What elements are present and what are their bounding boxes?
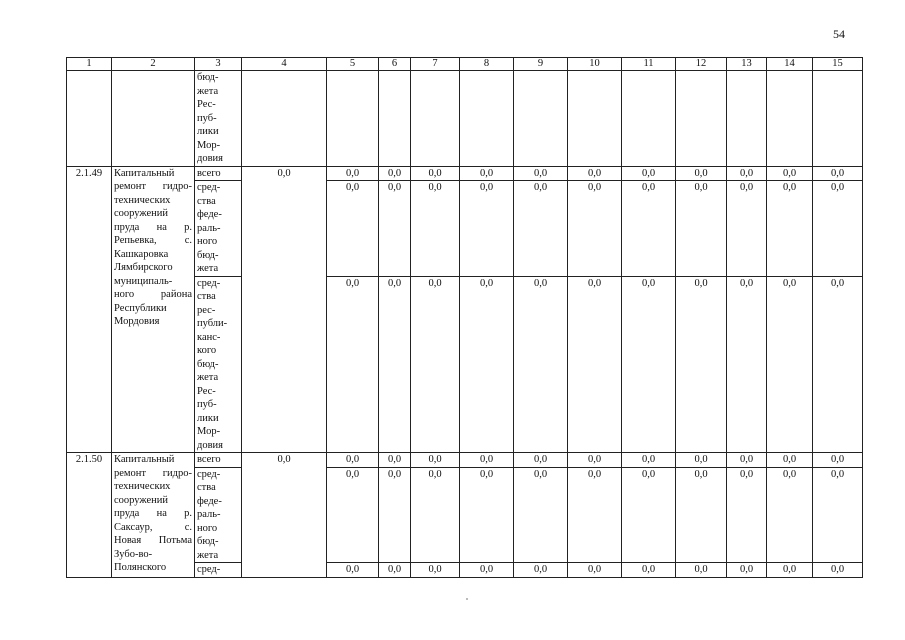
amount-cell: 0,0 <box>813 276 863 453</box>
funding-source-cell <box>195 453 242 468</box>
amount-cell: 0,0 <box>327 166 379 181</box>
amount-cell: 0,0 <box>676 453 727 468</box>
column-header: 12 <box>676 58 727 71</box>
amount-cell: 0,0 <box>411 166 460 181</box>
amount-cell: 0,0 <box>727 166 767 181</box>
amount-cell: 0,0 <box>767 181 813 277</box>
funding-source-text: лики <box>197 412 219 424</box>
amount-cell: 0,0 <box>568 563 622 578</box>
cell-empty <box>568 71 622 167</box>
cell-empty <box>813 71 863 167</box>
funding-source-text: Мор- <box>197 426 221 437</box>
amount-cell: 0,0 <box>767 453 813 468</box>
amount-cell: 0,0 <box>411 181 460 277</box>
continuation-row <box>67 71 863 167</box>
column-header: 8 <box>460 58 514 71</box>
amount-cell: 0,0 <box>813 467 863 563</box>
amount-cell: 0,0 <box>460 166 514 181</box>
amount-cell: 0,0 <box>676 467 727 563</box>
funding-source-text: довия <box>197 153 223 164</box>
funding-source-text: феде- <box>197 209 222 220</box>
funding-source-text: пуб- <box>197 399 217 410</box>
column-header: 14 <box>767 58 813 71</box>
funding-source-text: Мор- <box>197 139 221 151</box>
funding-source-text: жета <box>197 85 219 97</box>
amount-cell: 0,0 <box>727 563 767 578</box>
amount-cell: 0,0 <box>813 453 863 468</box>
amount-cell: 0,0 <box>676 563 727 578</box>
amount-cell: 0,0 <box>514 166 568 181</box>
funding-source-cell <box>195 276 242 453</box>
amount-cell: 0,0 <box>460 453 514 468</box>
funding-source-text: Рес- <box>197 385 216 397</box>
funding-source-text: феде- <box>197 495 222 507</box>
amount-cell: 0,0 <box>813 166 863 181</box>
column-header: 3 <box>195 58 242 71</box>
amount-cell: 0,0 <box>379 276 411 453</box>
amount-cell: 0,0 <box>568 166 622 181</box>
funding-source-text: сред- <box>197 564 221 575</box>
amount-cell: 0,0 <box>568 453 622 468</box>
amount-cell: 0,0 <box>676 276 727 453</box>
amount-cell: 0,0 <box>411 563 460 578</box>
funding-source-text: жета <box>197 549 219 561</box>
amount-cell: 0,0 <box>460 467 514 563</box>
amount-cell: 0,0 <box>327 467 379 563</box>
cell-empty <box>622 71 676 167</box>
funding-source-text: бюд- <box>197 358 219 370</box>
amount-cell: 0,0 <box>460 276 514 453</box>
amount-cell: 0,0 <box>379 563 411 578</box>
amount-cell: 0,0 <box>379 166 411 181</box>
amount-cell: 0,0 <box>622 166 676 181</box>
amount-cell: 0,0 <box>767 563 813 578</box>
total-amount: 0,0 <box>242 166 327 453</box>
funding-source-text: бюд- <box>197 249 219 261</box>
funding-source-text: раль- <box>197 222 221 234</box>
amount-cell: 0,0 <box>568 467 622 563</box>
item-number: 2.1.50 <box>67 453 112 578</box>
funding-source-text: ства <box>197 482 216 493</box>
column-header: 4 <box>242 58 327 71</box>
column-header: 10 <box>568 58 622 71</box>
column-header: 9 <box>514 58 568 71</box>
funding-source-text: ного <box>197 236 218 247</box>
budget-row <box>67 166 863 181</box>
item-name-cell <box>112 453 195 578</box>
amount-cell: 0,0 <box>813 563 863 578</box>
amount-cell: 0,0 <box>327 276 379 453</box>
funding-source-text: всего <box>197 454 221 465</box>
cell-empty <box>460 71 514 167</box>
amount-cell: 0,0 <box>379 453 411 468</box>
funding-source-text: ства <box>197 291 216 302</box>
funding-source-text: пуб- <box>197 112 217 124</box>
funding-source-text: раль- <box>197 509 221 520</box>
page-number: 54 <box>833 27 845 41</box>
amount-cell: 0,0 <box>379 467 411 563</box>
funding-source-text: Рес- <box>197 99 216 110</box>
budget-row <box>67 453 863 468</box>
column-header: 7 <box>411 58 460 71</box>
amount-cell: 0,0 <box>622 276 676 453</box>
column-header: 1 <box>67 58 112 71</box>
amount-cell: 0,0 <box>514 467 568 563</box>
funding-source-text: публи- <box>197 318 228 329</box>
item-name: Капитальный ремонт гидро-технических сооружений пруда на р. Репьевка, с. Кашкаровка Лямбирского муниципаль-ного района Республики Мордовия <box>114 167 192 327</box>
column-header: 13 <box>727 58 767 71</box>
amount-cell: 0,0 <box>622 453 676 468</box>
amount-cell: 0,0 <box>411 276 460 453</box>
amount-cell: 0,0 <box>622 467 676 563</box>
amount-cell: 0,0 <box>813 181 863 277</box>
cell-empty <box>767 71 813 167</box>
column-header: 11 <box>622 58 676 71</box>
column-header: 6 <box>379 58 411 71</box>
funding-source-cell <box>195 71 242 167</box>
amount-cell: 0,0 <box>568 181 622 277</box>
cell-empty <box>112 71 195 167</box>
amount-cell: 0,0 <box>514 563 568 578</box>
cell-empty <box>379 71 411 167</box>
funding-source-text: канс- <box>197 331 221 343</box>
amount-cell: 0,0 <box>767 166 813 181</box>
funding-source-text: бюд- <box>197 72 219 83</box>
amount-cell: 0,0 <box>676 181 727 277</box>
amount-cell: 0,0 <box>622 563 676 578</box>
cell-empty <box>67 71 112 167</box>
amount-cell: 0,0 <box>327 453 379 468</box>
budget-table <box>66 57 863 578</box>
funding-source-cell <box>195 467 242 563</box>
funding-source-text: ства <box>197 195 216 207</box>
amount-cell: 0,0 <box>514 453 568 468</box>
amount-cell: 0,0 <box>727 181 767 277</box>
funding-source-text: жета <box>197 263 219 274</box>
funding-source-cell <box>195 181 242 277</box>
funding-source-cell <box>195 166 242 181</box>
amount-cell: 0,0 <box>411 453 460 468</box>
funding-source-text: сред- <box>197 182 221 193</box>
amount-cell: 0,0 <box>460 181 514 277</box>
funding-source-text: лики <box>197 126 219 137</box>
amount-cell: 0,0 <box>767 276 813 453</box>
amount-cell: 0,0 <box>514 276 568 453</box>
funding-source-text: кого <box>197 345 217 356</box>
funding-source-text: жета <box>197 372 219 383</box>
funding-source-text: всего <box>197 167 221 179</box>
cell-empty <box>676 71 727 167</box>
amount-cell: 0,0 <box>676 166 727 181</box>
column-header: 2 <box>112 58 195 71</box>
cell-empty <box>411 71 460 167</box>
amount-cell: 0,0 <box>327 181 379 277</box>
cell-empty <box>242 71 327 167</box>
funding-source-cell <box>195 563 242 578</box>
cell-empty <box>327 71 379 167</box>
amount-cell: 0,0 <box>411 467 460 563</box>
item-name: Капитальный ремонт гидро-технических сооружений пруда на р. Саксаур, с. Новая Потьма Зубо-во-Полянского <box>114 454 192 573</box>
funding-source-text: бюд- <box>197 536 219 547</box>
funding-source-text: сред- <box>197 468 221 480</box>
cell-empty <box>727 71 767 167</box>
header-row <box>67 58 863 71</box>
item-name-cell <box>112 166 195 453</box>
amount-cell: 0,0 <box>568 276 622 453</box>
amount-cell: 0,0 <box>727 453 767 468</box>
total-amount: 0,0 <box>242 453 327 578</box>
amount-cell: 0,0 <box>514 181 568 277</box>
column-header: 5 <box>327 58 379 71</box>
amount-cell: 0,0 <box>379 181 411 277</box>
amount-cell: 0,0 <box>727 276 767 453</box>
funding-source-text: ного <box>197 522 218 534</box>
funding-source-text: довия <box>197 439 223 451</box>
column-header: 15 <box>813 58 863 71</box>
amount-cell: 0,0 <box>727 467 767 563</box>
amount-cell: 0,0 <box>622 181 676 277</box>
amount-cell: 0,0 <box>460 563 514 578</box>
amount-cell: 0,0 <box>767 467 813 563</box>
scan-speck <box>466 598 468 600</box>
funding-source-text: сред- <box>197 277 221 289</box>
amount-cell: 0,0 <box>327 563 379 578</box>
cell-empty <box>514 71 568 167</box>
funding-source-text: рес- <box>197 304 216 316</box>
item-number: 2.1.49 <box>67 166 112 453</box>
